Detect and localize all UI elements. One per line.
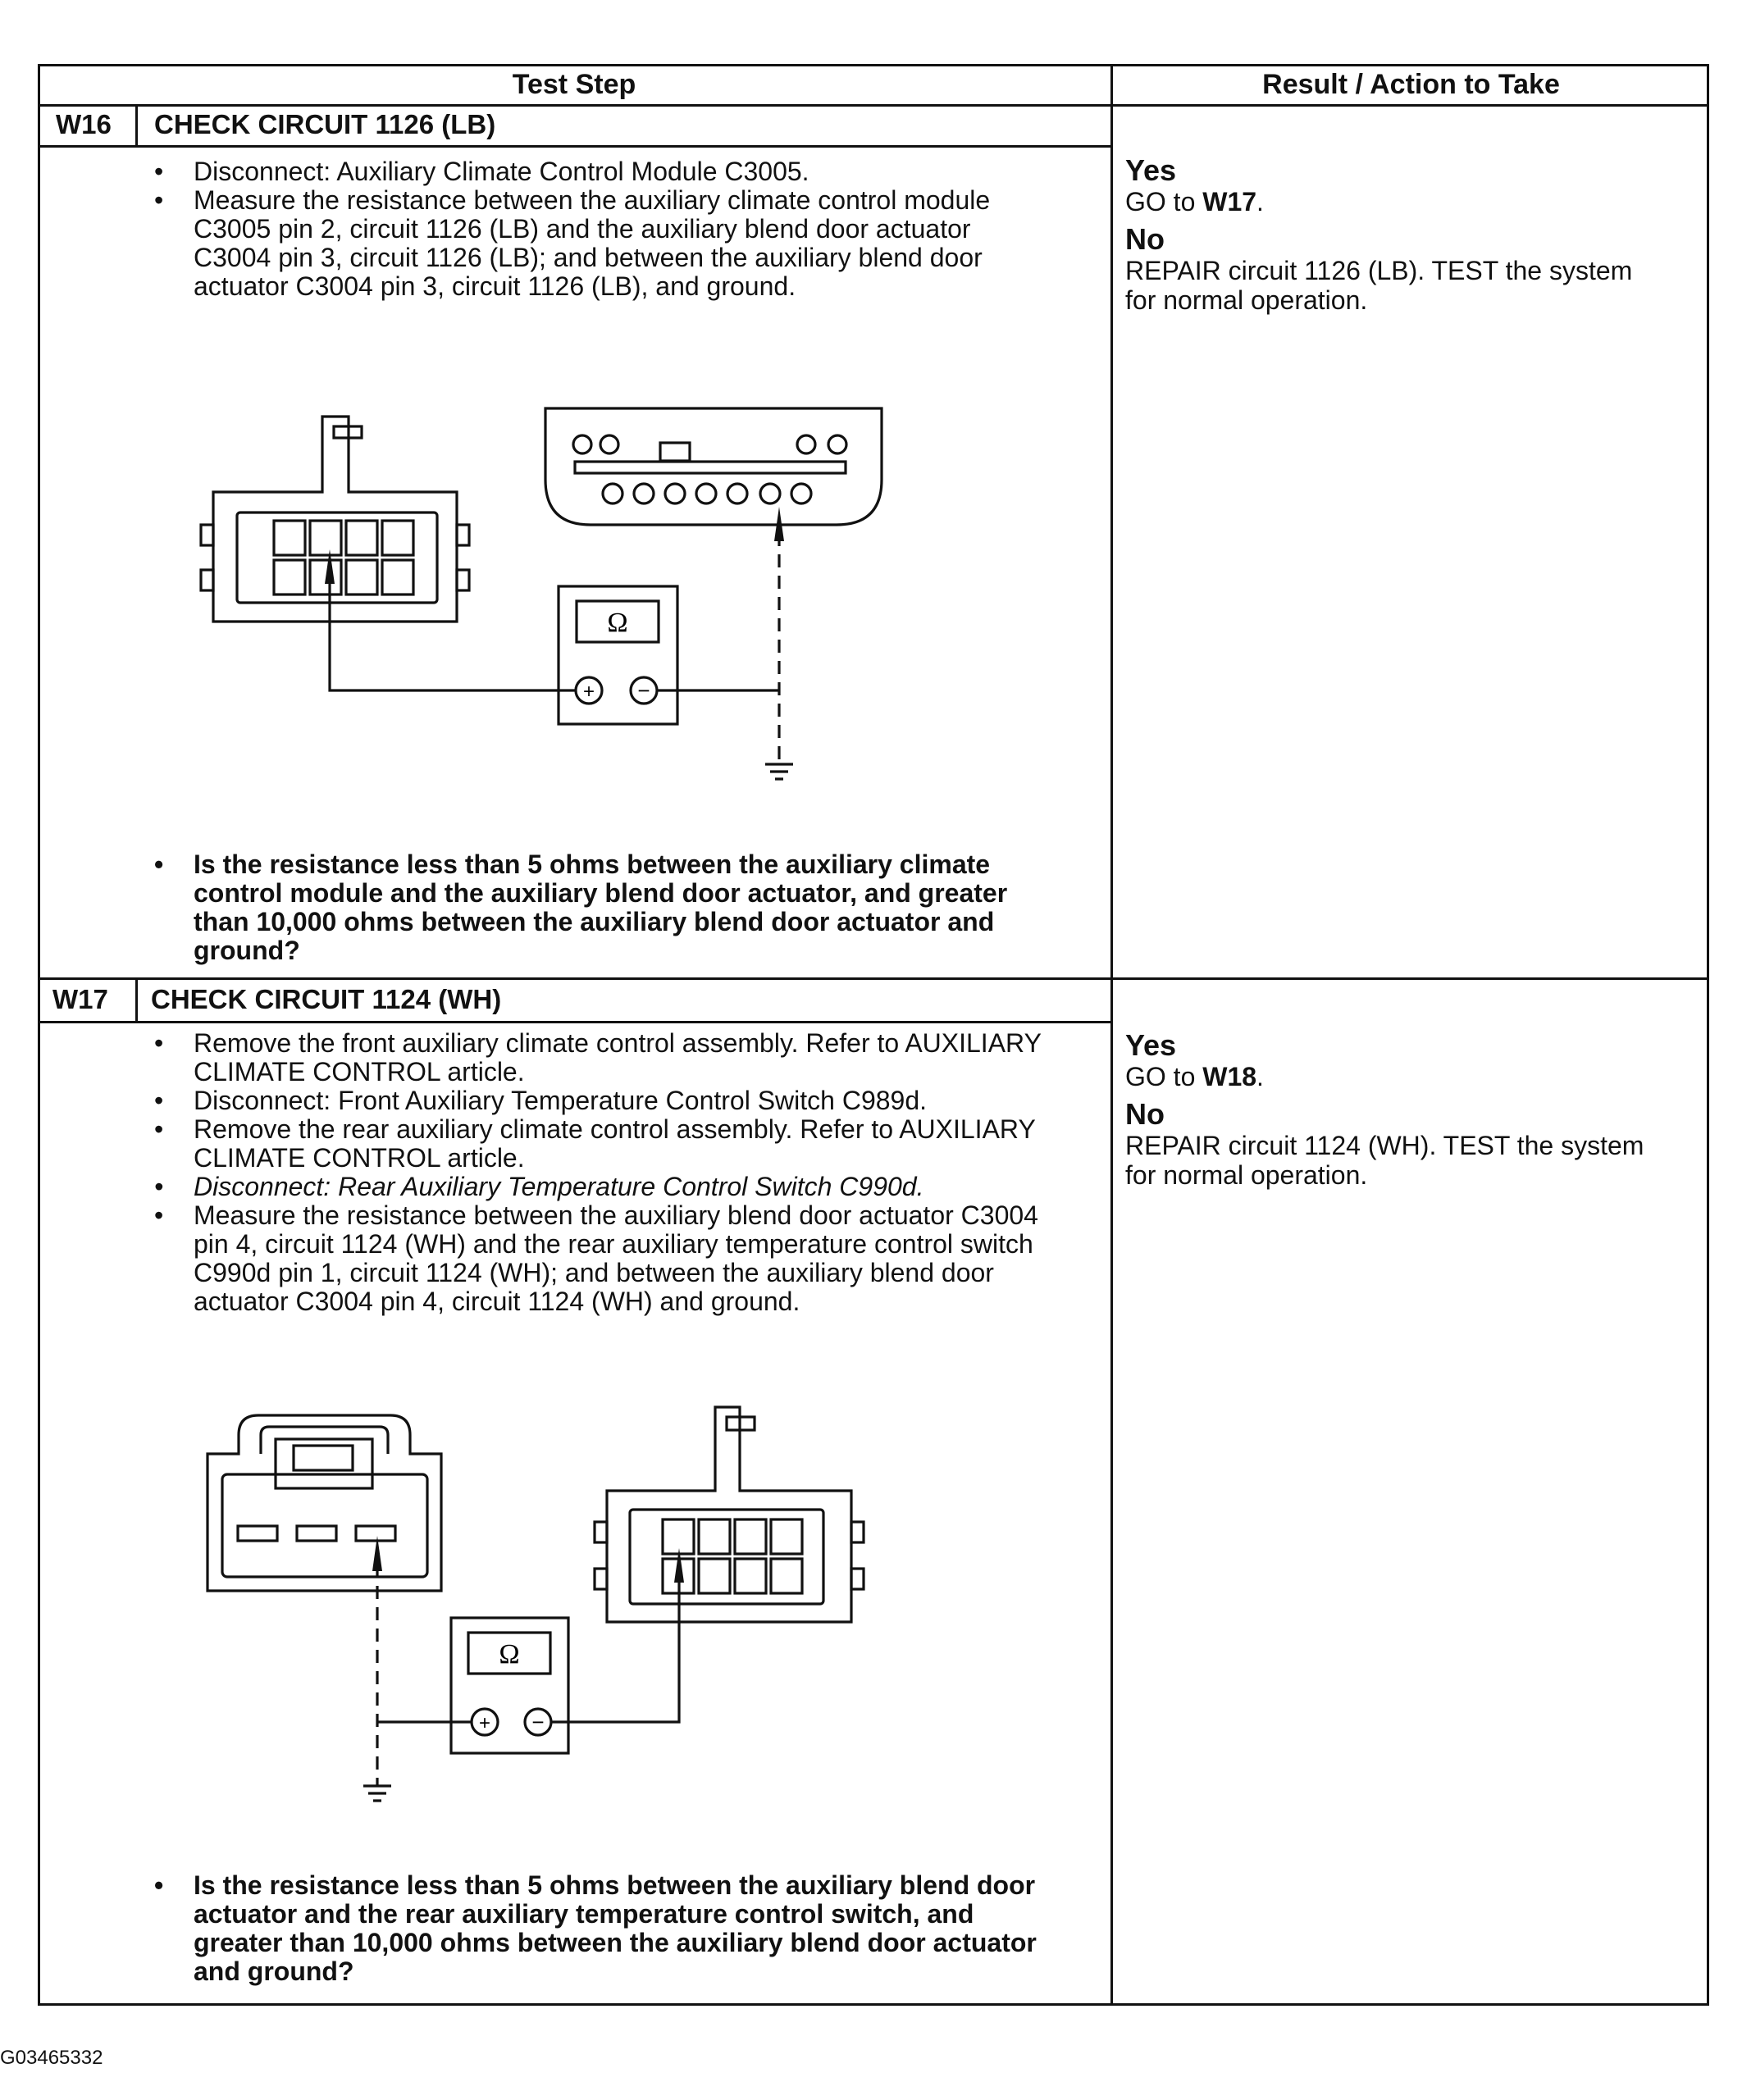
svg-text:−: − — [637, 678, 650, 703]
figure-id: G03465332 — [0, 2047, 103, 2069]
w17-instruction-5: • Measure the resistance between the auxiliary blend door actuator C3004 pin 4, circuit 1124 (WH) and the rear auxiliary temperature control switch C990d pin 1, circuit 1124 (WH); and between the auxiliary blend door actuator C3004 pin 4, circuit 1124 (WH) and ground. — [154, 1201, 1056, 1316]
result-action-header: Result / Action to Take — [1262, 69, 1560, 100]
w17-question: • Is the resistance less than 5 ohms between the auxiliary blend door actuator and the rear auxiliary temperature control switch, and greater than 10,000 ohms between the auxiliary blend door actuator and ground? — [154, 1871, 1056, 1986]
w17-result — [1125, 1029, 1650, 1190]
w17-yes-target: W18 — [1202, 1062, 1257, 1091]
w17-no-label: No — [1125, 1097, 1165, 1131]
w17-ohmmeter — [451, 1618, 568, 1753]
w16-step-title: CHECK CIRCUIT 1126 (LB) — [154, 109, 496, 139]
w17-section-divider — [38, 977, 1709, 980]
w17-instruction-4: • Disconnect: Rear Auxiliary Temperature Control Switch C990d. — [154, 1173, 1056, 1201]
w17-yes-label: Yes — [1125, 1028, 1177, 1062]
header-divider — [38, 104, 1709, 107]
w16-wiring-diagram — [201, 402, 898, 812]
w16-actuator-connector — [201, 417, 469, 622]
w16-yes-label: Yes — [1125, 153, 1177, 187]
w16-instructions — [154, 157, 1040, 301]
w16-instruction-2: • Measure the resistance between the auxiliary climate control module C3005 pin 2, circuit 1126 (LB) and the auxiliary blend door actuator C3004 pin 3, circuit 1126 (LB); and between the auxiliary blend door actuator C3004 pin 3, circuit 1126 (LB), and ground. — [154, 186, 1040, 301]
w16-ohmmeter — [559, 586, 677, 724]
column-divider — [1110, 64, 1113, 2006]
svg-text:−: − — [531, 1710, 545, 1734]
w16-yes-action: GO to W17. — [1125, 187, 1264, 216]
svg-text:+: + — [478, 1712, 491, 1734]
svg-text:+: + — [582, 681, 595, 703]
w16-result — [1125, 154, 1650, 315]
w17-title-divider — [38, 1021, 1112, 1023]
w17-instruction-2: • Disconnect: Front Auxiliary Temperature Control Switch C989d. — [154, 1086, 1056, 1115]
w17-step-title: CHECK CIRCUIT 1124 (WH) — [151, 984, 502, 1014]
w17-actuator-connector — [595, 1407, 864, 1622]
w17-no-action: REPAIR circuit 1124 (WH). TEST the system for normal operation. — [1125, 1131, 1644, 1190]
w16-yes-target: W17 — [1202, 187, 1257, 216]
w16-id-divider — [135, 104, 138, 147]
w17-id-divider — [135, 977, 138, 1023]
w16-ohm-symbol: Ω — [607, 608, 628, 638]
w17-wiring-diagram — [195, 1401, 901, 1827]
test-step-header: Test Step — [512, 69, 636, 100]
w16-instruction-1: • Disconnect: Auxiliary Climate Control Module C3005. — [154, 157, 1040, 186]
w16-title-divider — [38, 145, 1112, 148]
w16-step-id: W16 — [56, 109, 112, 139]
w16-no-action: REPAIR circuit 1126 (LB). TEST the system for normal operation. — [1125, 256, 1633, 315]
w17-question-list — [154, 1871, 1056, 1986]
w16-module-connector — [545, 408, 882, 525]
w17-ohm-symbol: Ω — [499, 1639, 520, 1670]
w17-step-id: W17 — [52, 984, 108, 1014]
w17-switch-connector — [207, 1415, 441, 1591]
w17-instruction-1: • Remove the front auxiliary climate control assembly. Refer to AUXILIARY CLIMATE CONTROL article. — [154, 1029, 1056, 1086]
w16-question-list — [154, 850, 1040, 965]
w16-no-label: No — [1125, 222, 1165, 256]
w17-instructions — [154, 1029, 1056, 1316]
w17-yes-action: GO to W18. — [1125, 1062, 1264, 1091]
w17-instruction-3: • Remove the rear auxiliary climate control assembly. Refer to AUXILIARY CLIMATE CONTROL article. — [154, 1115, 1056, 1173]
w16-question: • Is the resistance less than 5 ohms between the auxiliary climate control module and the auxiliary blend door actuator, and greater than 10,000 ohms between the auxiliary blend door actuator and ground? — [154, 850, 1040, 965]
